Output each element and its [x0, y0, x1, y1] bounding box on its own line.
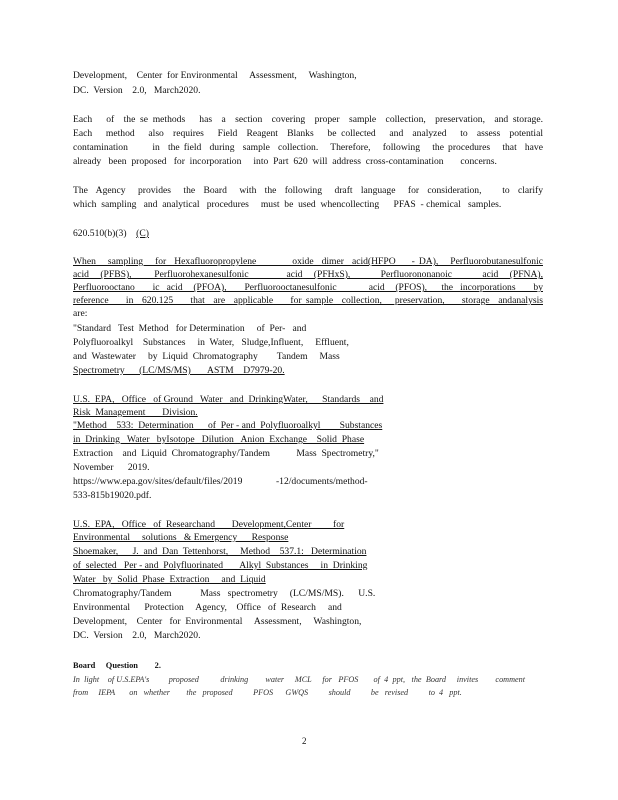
text-line: Water by Solid Phase Extraction and Liquid	[73, 574, 266, 585]
question-text-line: from IEPA on whether the proposed PFOS GWQS should be revised to 4 ppt.	[73, 688, 462, 697]
text-line: Extraction and Liquid Chromatography/Tandem Mass Spectrometry,"	[73, 448, 379, 459]
text-line: Shoemaker, J. and Dan Tettenhorst, Method 537.1: Determination	[73, 546, 367, 557]
text-line: Perfluorooctano ic acid (PFOA), Perfluorooctanesulfonic acid (PFOS), the incorporations by	[73, 282, 543, 293]
text-line: in Drinking Water byIsotope Dilution Anion Exchange Solid Phase	[73, 434, 365, 445]
text-line: Development, Center for Environmental Assessment, Washington,	[73, 70, 357, 81]
text-line: DC. Version 2.0, March2020.	[73, 630, 201, 641]
url-line: 533-815b19020.pdf.	[73, 490, 152, 501]
url-line: https://www.epa.gov/sites/default/files/2019 -12/documents/method-	[73, 476, 368, 487]
text-line: Each of the se methods has a section covering proper sample collection, preservation, and storage.	[73, 114, 543, 125]
text-line: already been proposed for incorporation into Part 620 will address cross-contamination concerns.	[73, 156, 497, 167]
text-line: Spectrometry (LC/MS/MS) ASTM D7979-20.	[73, 365, 285, 376]
text-line: U.S. EPA, Office of Ground Water and DrinkingWater, Standards and	[73, 394, 384, 405]
text-line: Each method also requires Field Reagent Blanks be collected and analyzed to assess potential	[73, 128, 543, 139]
text-line: "Standard Test Method for Determination of Per- and	[73, 323, 307, 334]
section-number: 620.510(b)(3)	[73, 228, 127, 239]
question-text-line: In light of U.S.EPA's proposed drinking water MCL for PFOS of 4 ppt, the Board invites comment	[73, 675, 525, 684]
text-line: Environmental Protection Agency, Office of Research and	[73, 602, 342, 613]
text-line: reference in 620.125 that are applicable for sample collection, preservation, storage andanalysis	[73, 295, 543, 306]
text-line: acid (PFBS), Perfluorohexanesulfonic acid (PFHxS), Perfluorononanoic acid (PFNA),	[73, 269, 543, 280]
text-line: Environmental solutions & Emergency Response	[73, 532, 289, 543]
text-line: are:	[73, 308, 88, 319]
section-reference	[73, 228, 543, 240]
section-subsection: (C)	[136, 228, 149, 239]
text-line: contamination in the field during sample collection. Therefore, following the procedures that have	[73, 142, 543, 153]
text-line: U.S. EPA, Office of Researchand Development,Center for	[73, 519, 345, 530]
text-line: November 2019.	[73, 462, 150, 473]
text-line: DC. Version 2.0, March2020.	[73, 85, 201, 96]
text-line: Development, Center for Environmental Assessment, Washington,	[73, 616, 362, 627]
text-line: Chromatography/Tandem Mass spectrometry (LC/MS/MS). U.S.	[73, 588, 376, 599]
text-line: When sampling for Hexafluoropropylene oxide dimer acid(HFPO - DA), Perfluorobutanesulfonic	[73, 256, 543, 267]
question-heading: Board Question 2.	[73, 661, 161, 670]
page-number: 2	[302, 736, 307, 746]
text-line: of selected Per - and Polyfluorinated Alkyl Substances in Drinking	[73, 560, 368, 571]
text-line: and Wastewater by Liquid Chromatography Tandem Mass	[73, 351, 340, 362]
text-line: Risk Management Division.	[73, 407, 198, 418]
text-line: The Agency provides the Board with the following draft language for consideration, to clarify	[73, 185, 543, 196]
text-line: which sampling and analytical procedures must be used whencollecting PFAS - chemical samples.	[73, 199, 502, 210]
text-line: "Method 533: Determination of Per - and Polyfluoroalkyl Substances	[73, 420, 383, 431]
text-line: Polyfluoroalkyl Substances in Water, Sludge,Influent, Effluent,	[73, 337, 349, 348]
